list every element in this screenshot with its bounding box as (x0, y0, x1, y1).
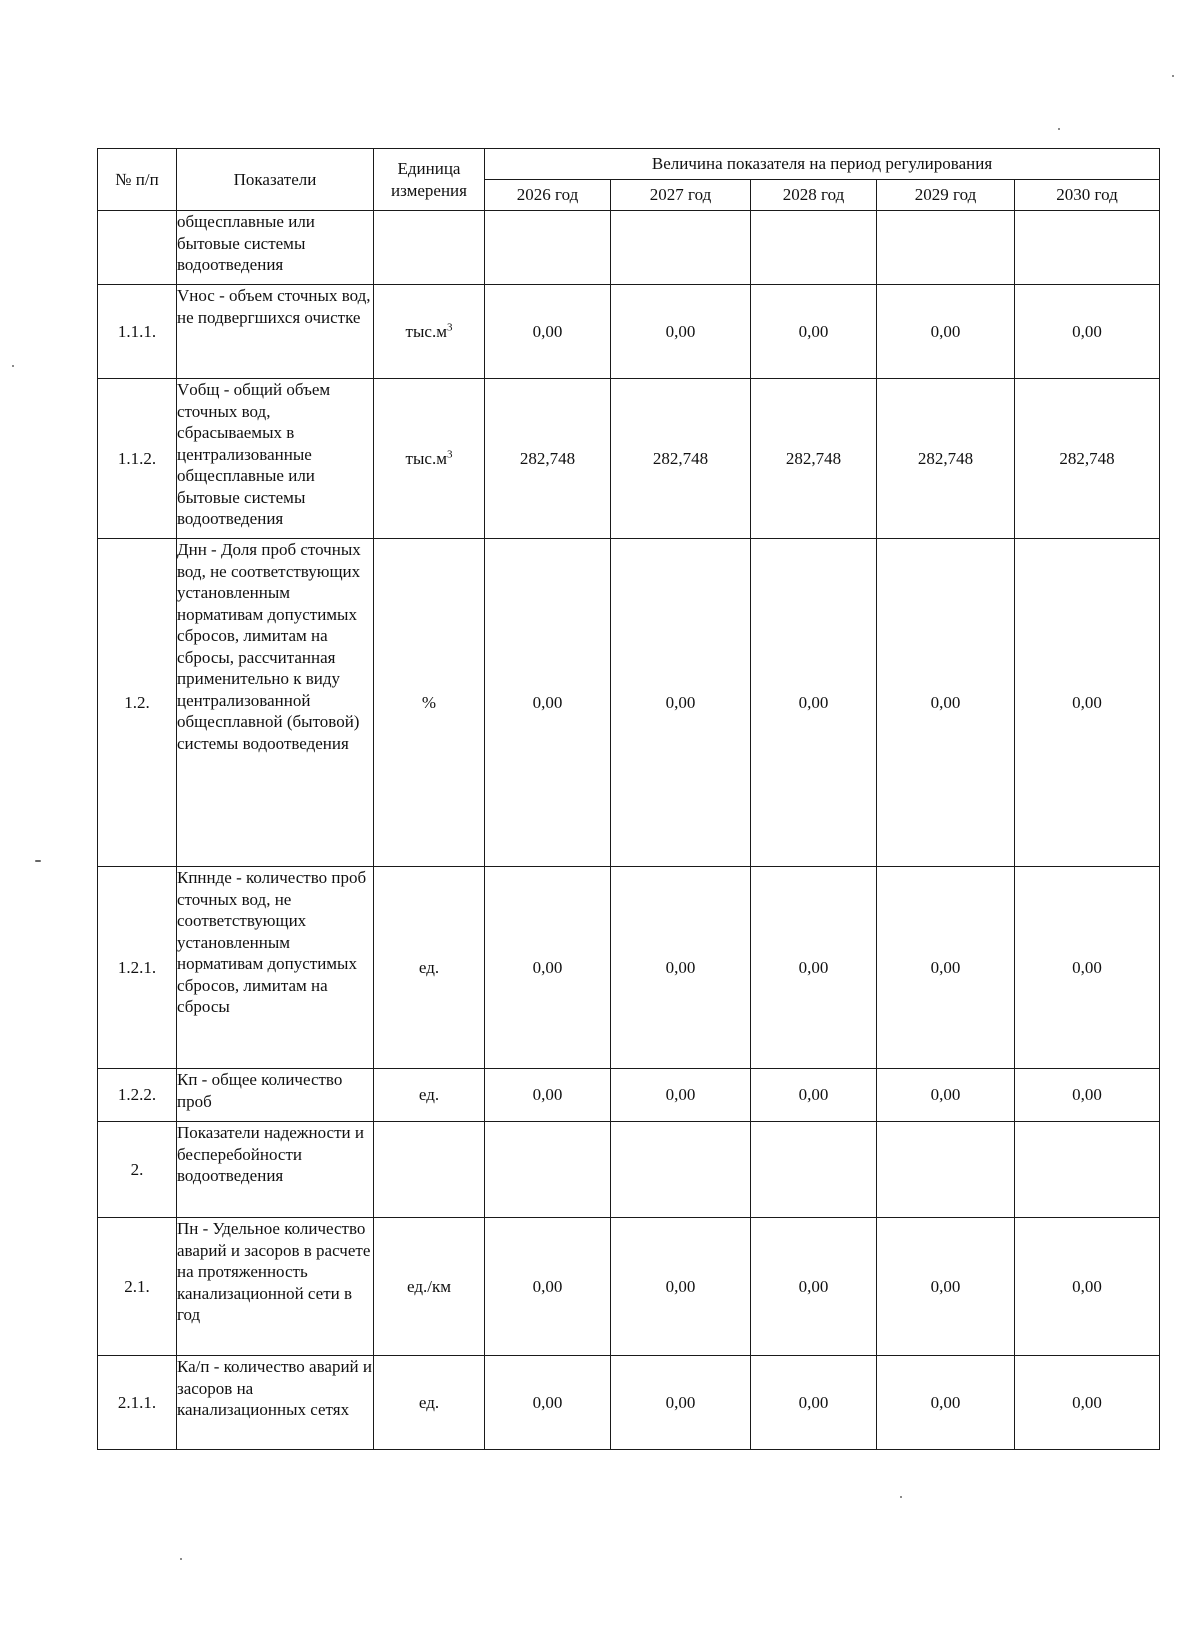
unit-label: ед./км (407, 1276, 451, 1296)
header-row (98, 149, 1160, 180)
unit-label: тыс.м (405, 448, 447, 468)
row-number: 1.2.1. (98, 867, 177, 1069)
value-cell: 282,748 (751, 379, 877, 539)
header-year: 2030 год (1015, 180, 1160, 211)
value-cell: 0,00 (485, 1218, 611, 1356)
value-cell: 0,00 (877, 1356, 1015, 1450)
header-period: Величина показателя на период регулирования (485, 149, 1160, 180)
value-cell (751, 211, 877, 285)
row-number: 2.1.1. (98, 1356, 177, 1450)
scan-speck (900, 1496, 902, 1498)
value-cell: 0,00 (485, 867, 611, 1069)
table-row (98, 1069, 1160, 1122)
value-cell: 0,00 (485, 285, 611, 379)
unit-cell (374, 1356, 485, 1450)
row-number: 2.1. (98, 1218, 177, 1356)
value-cell (877, 1122, 1015, 1218)
value-cell (751, 1122, 877, 1218)
row-number: 2. (98, 1122, 177, 1218)
table-row (98, 1356, 1160, 1450)
value-cell (485, 211, 611, 285)
value-cell: 0,00 (611, 285, 751, 379)
header-year: 2027 год (611, 180, 751, 211)
table-row (98, 379, 1160, 539)
value-cell: 0,00 (485, 1356, 611, 1450)
indicator-name: Кп - общее количество проб (177, 1069, 374, 1122)
scan-speck (35, 860, 41, 862)
scan-speck (1172, 75, 1174, 77)
value-cell (611, 1122, 751, 1218)
indicators-table (97, 148, 1160, 1450)
value-cell: 0,00 (1015, 1069, 1160, 1122)
unit-cell (374, 1069, 485, 1122)
value-cell (611, 211, 751, 285)
scan-speck (1058, 128, 1060, 130)
row-number: 1.2. (98, 539, 177, 867)
value-cell: 0,00 (751, 1356, 877, 1450)
value-cell: 282,748 (485, 379, 611, 539)
indicator-name: Днн - Доля проб сточных вод, не соответствующих установленным нормативам допустимых сбросов, лимитам на сбросы, рассчитанная применительно к виду централизованной общесплавной (бытовой) системы водоотведения (177, 539, 374, 867)
value-cell: 0,00 (751, 1218, 877, 1356)
value-cell: 0,00 (751, 1069, 877, 1122)
scan-speck (180, 1558, 182, 1560)
value-cell: 0,00 (877, 1218, 1015, 1356)
unit-superscript: 3 (446, 448, 453, 461)
unit-cell (374, 867, 485, 1069)
value-cell: 0,00 (485, 1069, 611, 1122)
table-row (98, 211, 1160, 285)
value-cell: 0,00 (611, 1356, 751, 1450)
unit-cell (374, 539, 485, 867)
table-body (98, 211, 1160, 1450)
value-cell: 0,00 (751, 285, 877, 379)
row-number: 1.2.2. (98, 1069, 177, 1122)
table-row (98, 1218, 1160, 1356)
value-cell: 0,00 (751, 867, 877, 1069)
value-cell: 282,748 (877, 379, 1015, 539)
value-cell: 0,00 (877, 867, 1015, 1069)
row-number (98, 211, 177, 285)
unit-superscript: 3 (446, 321, 453, 334)
unit-label: ед. (418, 1392, 440, 1412)
row-number: 1.1.2. (98, 379, 177, 539)
indicator-name: Кпннде - количество проб сточных вод, не соответствующих установленным нормативам допустимых сбросов, лимитам на сбросы (177, 867, 374, 1069)
header-unit: Единица измерения (374, 149, 485, 211)
value-cell: 0,00 (751, 539, 877, 867)
indicator-name: Пн - Удельное количество аварий и засоров в расчете на протяженность канализационной сети в год (177, 1218, 374, 1356)
value-cell: 0,00 (1015, 1218, 1160, 1356)
indicator-name: Vнос - объем сточных вод, не подвергшихся очистке (177, 285, 374, 379)
unit-cell (374, 211, 485, 285)
table-row (98, 1122, 1160, 1218)
value-cell: 0,00 (611, 539, 751, 867)
table-row (98, 285, 1160, 379)
value-cell (1015, 211, 1160, 285)
value-cell: 0,00 (1015, 1356, 1160, 1450)
value-cell: 0,00 (877, 285, 1015, 379)
header-year: 2029 год (877, 180, 1015, 211)
value-cell (877, 211, 1015, 285)
unit-label: ед. (418, 1085, 440, 1105)
value-cell: 0,00 (611, 1218, 751, 1356)
unit-cell (374, 1122, 485, 1218)
value-cell: 0,00 (1015, 539, 1160, 867)
row-number: 1.1.1. (98, 285, 177, 379)
table-row (98, 867, 1160, 1069)
value-cell: 0,00 (611, 1069, 751, 1122)
value-cell (485, 1122, 611, 1218)
header-number: № п/п (98, 149, 177, 211)
value-cell: 0,00 (1015, 285, 1160, 379)
value-cell: 282,748 (611, 379, 751, 539)
header-indicator: Показатели (177, 149, 374, 211)
unit-label: ед. (418, 957, 440, 977)
value-cell: 0,00 (485, 539, 611, 867)
value-cell: 0,00 (877, 1069, 1015, 1122)
unit-cell (374, 285, 485, 379)
unit-label: тыс.м (405, 321, 447, 341)
indicator-name: Ка/п - количество аварий и засоров на канализационных сетях (177, 1356, 374, 1450)
scan-speck (12, 365, 14, 367)
value-cell (1015, 1122, 1160, 1218)
value-cell: 0,00 (1015, 867, 1160, 1069)
value-cell: 0,00 (877, 539, 1015, 867)
header-year: 2026 год (485, 180, 611, 211)
unit-cell (374, 379, 485, 539)
unit-label: % (421, 692, 437, 712)
indicator-name: Показатели надежности и бесперебойности водоотведения (177, 1122, 374, 1218)
unit-cell (374, 1218, 485, 1356)
indicator-name: общесплавные или бытовые системы водоотведения (177, 211, 374, 285)
table-row (98, 539, 1160, 867)
value-cell: 0,00 (611, 867, 751, 1069)
document-page (97, 148, 1159, 1450)
value-cell: 282,748 (1015, 379, 1160, 539)
indicator-name: Vобщ - общий объем сточных вод, сбрасываемых в централизованные общесплавные или бытовые системы водоотведения (177, 379, 374, 539)
header-year: 2028 год (751, 180, 877, 211)
